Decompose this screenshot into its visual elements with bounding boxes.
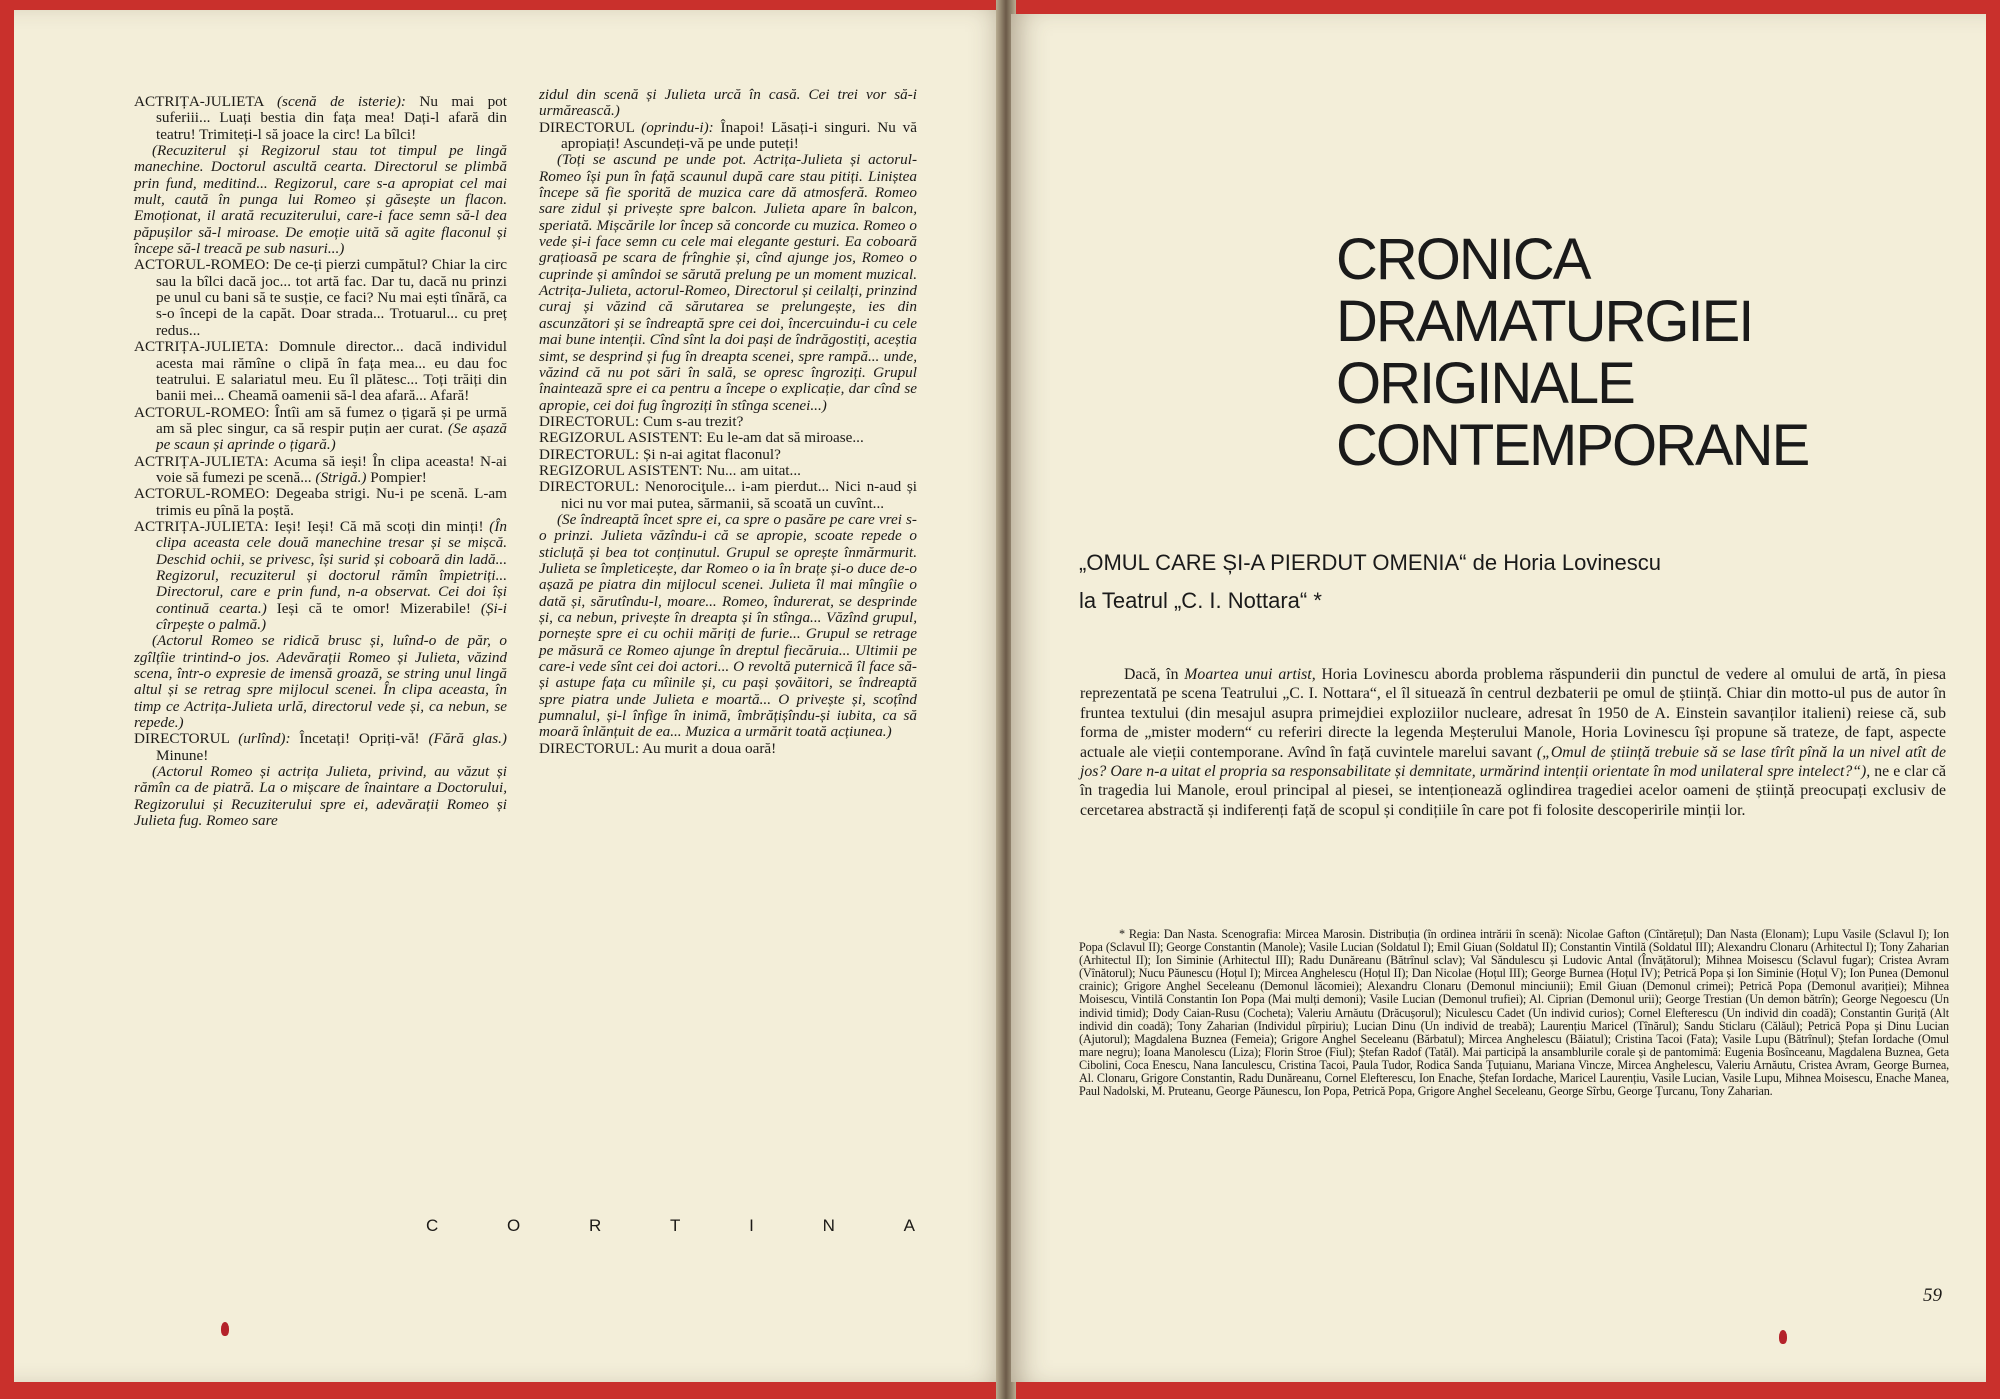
right-page [1011, 14, 1986, 1382]
dialogue-text: De ce-ți pierzi cumpătul? Chiar la circ sau la bîlci dacă joc... tot artă fac. Dar tu, dacă nu prinzi pe unul cu bani să te susție, ce faci? Nu mai ești tînără, ca s-o începi de la capăt. Doar strada... Trotuarul... cu preț redus... [156, 256, 507, 339]
dialogue-text: Cum s-au trezit? [642, 412, 744, 430]
speaker-name: ACTORUL-ROMEO: [134, 485, 276, 503]
red-page-mark [221, 1322, 229, 1336]
speaker-name: DIRECTORUL: [539, 739, 643, 757]
stage-direction: (Actorul Romeo și actrița Julieta, privind, au văzut și rămîn ca de piatră. La o mișcare de înaintare a Doctorului, Regizorului și Recuziterului spre ei, adevărații Romeo și Julieta fug. Romeo sare [134, 763, 507, 830]
speaker-name: DIRECTORUL: [539, 412, 643, 430]
title-line: ORIGINALE [1336, 351, 1634, 416]
dialogue-line [539, 479, 917, 512]
cortina-letter: O [507, 1216, 522, 1235]
dialogue-line [539, 120, 917, 153]
script-column-left [134, 94, 507, 829]
stage-direction: (Se îndreaptă încet spre ei, ca spre o pasăre pe care vrei s-o prinzi. Julieta văzîndu-i că se apropie, scoate repede o sticluță și bea tot conținutul. Grupul se oprește înmărmurit. Julieta se împleticește, dar Romeo o ia în brațe și-o duce de-o așază pe piatra din mijlocul scenei. Julieta îl mai mîngîie o dată și, sărutîndu-l, moare... Romeo, îndurerat, se desprinde și, ca nebun, privește în dreapta și în stînga... Văzînd grupul, pornește spre ei cu ochii măriți de furie... Grupul se retrage pe măsură ce Romeo ajunge în dreptul fiecăruia... Ultimii pe care-i vede sînt cei doi actori... O revoltă puternică îl face să-și astupe fața cu mîinile și, cu pași șovăitori, se îndreaptă spre piatra unde Julieta e moartă... O privește și, scoțînd pumnalul, și-l înfige în inimă, îmbrățișîndu-și iubita, ca să moară înlănțuit de ea... Muzica a urmărit toată acțiunea.) [539, 510, 917, 741]
inline-direction: (În clipa aceasta cele două manechine tresar și se mișcă. Deschid ochii, se privesc, își surid și coboară din ladă... Regizorul, recuziterul și doctorul rămîn împietriți... Directorul, care e prin fund, n-a observat. Cei doi își continuă cearta.) [156, 517, 507, 617]
speaker-name: REGIZORUL ASISTENT: [539, 461, 707, 479]
dialogue-line [539, 447, 917, 463]
stage-direction: (Actorul Romeo se ridică brusc și, luînd-o de păr, o zgîlțîie trintind-o jos. Adevărații Romeo și Julieta, văzind scena, într-o expresie de imensă groază, se string unul lingă altul și se retrag spre mijlocul scenei. În clipa aceasta, în timp ce Actrița-Julieta urlă, directorul vede și, ca nebun, se repede.) [134, 632, 507, 732]
cortina-letter: N [822, 1216, 836, 1235]
left-page [14, 10, 1007, 1382]
dialogue-text: Ieși! Ieși! Că mă scoți din minți! [274, 517, 490, 535]
dialogue-text: Minune! [156, 746, 209, 764]
title-line: CONTEMPORANE [1336, 413, 1809, 478]
section-title [1336, 229, 1896, 477]
dialogue-text: Nenorociţule... i-am pierdut... Nici n-aud și nici nu vor mai putea, sărmanii, să scoată un cuvînt... [561, 478, 917, 512]
speaker-name: ACTRIȚA-JULIETA: [134, 338, 279, 356]
dialogue-text: Nu... am uitat... [706, 461, 801, 479]
dialogue-text: Pompier! [370, 468, 427, 486]
speaker-name: REGIZORUL ASISTENT: [539, 429, 707, 447]
dialogue-text: Domnule director... dacă individul acesta mai rămîne o clipă în fața mea... eu dau foc teatrului. E salariatul meu. Eu îl plătesc... Toți trăiți din banii mei... Cheamă oamenii să-l dea afară... Afară! [156, 338, 507, 405]
speaker-name: ACTRIȚA-JULIETA [134, 93, 277, 110]
stage-direction: (Recuziterul și Regizorul stau tot timpul pe lingă manechine. Doctorul ascultă cearta. Directorul se plimbă prin fund, meditind... Regizorul, care s-a apropiat cel mai mult, caută în punga lui Romeo și găsește un flacon. Emoționat, il arată recuziterului, care-i face semn să-l dea păpușilor să-l miroase. De emoție uită să agite flaconul și începe să-l treacă pe sub nasuri...) [134, 142, 507, 258]
speaker-name: DIRECTORUL: [539, 445, 643, 463]
stage-direction: zidul din scenă și Julieta urcă în casă. Cei trei vor să-i urmărească.) [539, 86, 917, 120]
dialogue-text: Ieși că te omor! Mizerabile! [276, 599, 481, 617]
speaker-name: ACTRIȚA-JULIETA: [134, 517, 275, 535]
dialogue-line [134, 94, 507, 143]
inline-direction: (Strigă.) [315, 468, 371, 486]
dialogue-text: Încetați! Opriți-vă! [299, 730, 429, 748]
inline-direction: (scenă de isterie): [277, 93, 420, 110]
dialogue-line [539, 463, 917, 479]
dialogue-line [134, 257, 507, 339]
dialogue-line [539, 741, 917, 757]
red-page-mark [1779, 1330, 1787, 1344]
dialogue-line [134, 519, 507, 633]
article-body [1080, 665, 1946, 820]
cortina-footer [426, 1216, 916, 1236]
subtitle-line-1: „OMUL CARE ȘI-A PIERDUT OMENIA“ de Horia Lovinescu [1079, 550, 1661, 575]
title-line: CRONICA [1336, 227, 1590, 292]
dialogue-text: Eu le-am dat să miroase... [706, 429, 864, 447]
dialogue-line [134, 339, 507, 404]
dialogue-text: Și n-ai agitat flaconul? [642, 445, 781, 463]
inline-direction: (Se așază pe scaun și aprinde o țigară.) [156, 419, 507, 454]
speaker-name: DIRECTORUL: [539, 478, 645, 496]
dialogue-text: Nu mai pot suferiii... Luați bestia din fața mea! Dați-l afară din teatru! Trimiteți-l să joace la circ! La bîlci! [156, 93, 507, 143]
dialogue-line [134, 405, 507, 454]
dialogue-text: Acuma să ieși! În clipa aceasta! N-ai voie să fumezi pe scenă... [156, 452, 508, 486]
dialogue-line [134, 454, 507, 487]
cortina-letter: I [749, 1216, 755, 1235]
article-paragraph: Dacă, în Moartea unui artist, Horia Lovinescu aborda problema răspunderii din punctul de vedere al omului de artă, în piesa reprezentată pe scena Teatrului „C. I. Nottara“, el îl situează în centrul dezbaterii pe omul de știință. Chiar din motto-ul pus de autor în fruntea textului (din mesajul asupra primejdiei exploziilor nucleare, adresat în 1950 de A. Einstein savanților italieni) reiese că, sub forma de „mister modern“ cu referiri directe la legenda Meșterului Manole, Horia Lovinescu își propune să trateze, de fapt, aspecte actuale ale vieții contemporane. Avînd în față cuvintele marelui savant („Omul de știință trebuie să se lase tîrît pînă la un nivel atît de jos? Oare n-a uitat el propria sa responsabilitate și demnitate, urmărind intenții orientate în mod unilateral spre intelect?“), ne e clar că în tragedia lui Manole, eroul principal al piesei, se intenționează oglindirea tragediei acelor oameni de știință preocupați exclusiv de cercetarea abstractă și indiferenți față de scopul și condițiile în care pot fi folosite descoperirile minții lor. [1080, 666, 1946, 819]
dialogue-text: Degeaba strigi. Nu-i pe scenă. L-am trimis eu pînă la poștă. [156, 485, 507, 519]
dialogue-line [134, 731, 507, 764]
speaker-name: DIRECTORUL [134, 730, 239, 748]
dialogue-text: Au murit a doua oară! [642, 739, 777, 757]
dialogue-line [539, 414, 917, 430]
credits-footnote [1079, 928, 1949, 1098]
cortina-letter: R [588, 1216, 603, 1235]
review-subtitle [1079, 544, 1939, 620]
dialogue-line [539, 430, 917, 446]
cortina-letter: A [903, 1216, 916, 1235]
dialogue-text: Înapoi! Lăsați-i singuri. Nu vă apropiați! Ascundeți-vă pe unde puteți! [561, 118, 917, 153]
cortina-letter: T [670, 1216, 682, 1235]
page-number: 59 [1923, 1285, 1942, 1306]
inline-direction: (Fără glas.) [428, 730, 507, 748]
stage-direction: (Toți se ascund pe unde pot. Actrița-Julieta și actorul-Romeo își pun în față scaunul după care stau pitiți. Liniștea începe să fie sporită de muzica care dă atmosferă. Romeo sare zidul și privește spre balcon. Julieta apare în balcon, speriată. Mișcările lor încep să concorde cu muzica. Romeo o vede și-i face semn cu cele mai elegante gesturi. Ea coboară grațioasă pe scara de frînghie și, cînd ajunge jos, Romeo o cuprinde și amîndoi se sărută prelung pe un moment muzical. Actrița-Julieta, actorul-Romeo, Directorul și ceilalți, prinzind curaj și văzind că sărutarea se prelungește, ies din ascunzători și se îndreaptă spre cei doi, încercuindu-i cu cele mai bune intenții. Cînd sînt la doi pași de îndrăgostiți, aceștia simt, se desprind și fug în dreapta scenei, spre rampă... unde, văzind că nu pot sări în sală, se opresc îngroziți. Grupul înaintează spre ei ca pentru a începe o explicație, dar cînd se apropie, cei doi fug îngroziți în stînga scenei...) [539, 151, 917, 414]
title-line: DRAMATURGIEI [1336, 289, 1753, 354]
credits-text: * Regia: Dan Nasta. Scenografia: Mircea Marosin. Distribuția (în ordinea intrării în scenă): Nicolae Gafton (Cîntărețul); Dan Nasta (Elonam); Lupu Vasile (Sclavul I); Ion Popa (Sclavul II); George Constantin (Manole); Vasile Lucian (Soldatul I); Emil Giuan (Soldatul II); Constantin Vintilă (Soldatul III); Alexandru Clonaru (Arhitectul I); Tony Zaharian (Arhitectul II); Ion Siminie (Arhitectul III); Radu Dunăreanu (Bătrînul sclav); Val Săndulescu și Ludovic Antal (Învățătorul); Mihnea Moisescu (Sclavul fugar); Cristea Avram (Vînătorul); Nucu Păunescu (Hoțul I); Mircea Anghelescu (Hoțul II); Dan Nicolae (Hoțul III); George Burnea (Hoțul IV); Petrică Popa și Ion Siminie (Hoțul V); Ion Punea (Demonul crainic); Grigore Anghel Seceleanu (Demonul lăcomiei); Alexandru Clonaru (Demonul minciunii); Emil Giuan (Demonul crimei); Petrică Popa (Demonul avariției); Mihnea Moisescu, Vintilă Constantin Ion Popa (Mai mulți demoni); Vasile Lucian (Demonul trufiei); Al. Ciprian (Demonul urii); George Trestian (Un demon bătrîn); George Negoescu (Un individ timid); Dody Caian-Rusu (Cocheta); Valeriu Arnăutu (Drăcușorul); Niculescu Cadet (Un individ curios); Cornel Elefterescu (Un individ din coadă); Constantin Guriță (Alt individ din coadă); Tony Zaharian (Individul pîrpiriu); Lucian Dinu (Un individ de treabă); Laurențiu Maricel (Tînărul); Sandu Sticlaru (Călăul); Petrică Popa și Dinu Lucian (Ajutorul); Magdalena Buznea (Femeia); Grigore Anghel Seceleanu (Bărbatul); Mircea Anghelescu (Băiatul); Cristina Tacoi (Fata); Vasile Lupu (Bătrînul); Ștefan Iordache (Omul mare negru); Ioana Manolescu (Liza); Florin Stroe (Fiul); Ștefan Radof (Tatăl). Mai participă la ansamblurile corale și de pantomimă: Eugenia Bosînceanu, Magdalena Buznea, Geta Cibolini, Coca Enescu, Nana Ianculescu, Cristina Tacoi, Paula Tudor, Rodica Sanda Țuțuianu, Mariana Vincze, Mircea Anghelescu, Valeriu Arnăutu, Cristea Avram, George Burnea, Al. Clonaru, Grigore Constantin, Radu Dunăreanu, Cornel Elefterescu, Ion Enache, Ștefan Iordache, Maricel Laurențiu, Vasile Lucian, Vasile Lupu, Mihnea Moisescu, Enache Manea, Paul Nadolski, M. Pruteanu, George Păunescu, Ion Popa, Petrică Popa, Grigore Anghel Seceleanu, George Sîrbu, George Țurcanu, Tony Zaharian. [1079, 927, 1949, 1099]
speaker-name: ACTORUL-ROMEO: [134, 403, 275, 421]
inline-direction: (urlînd): [238, 730, 300, 748]
inline-direction: (Și-i cîrpește o palmă.) [156, 599, 507, 633]
subtitle-line-2: la Teatrul „C. I. Nottara“ * [1079, 588, 1322, 613]
dialogue-line [134, 486, 507, 519]
script-column-right [539, 87, 917, 757]
speaker-name: ACTORUL-ROMEO: [134, 256, 274, 274]
speaker-name: ACTRIȚA-JULIETA: [134, 452, 274, 470]
speaker-name: DIRECTORUL [539, 118, 642, 136]
cortina-letter: C [426, 1216, 440, 1235]
dialogue-text: Întîi am să fumez o țigară și pe urmă am să plec singur, ca să respir puțin aer curat. [156, 403, 507, 437]
inline-direction: (oprindu-i): [641, 118, 721, 136]
